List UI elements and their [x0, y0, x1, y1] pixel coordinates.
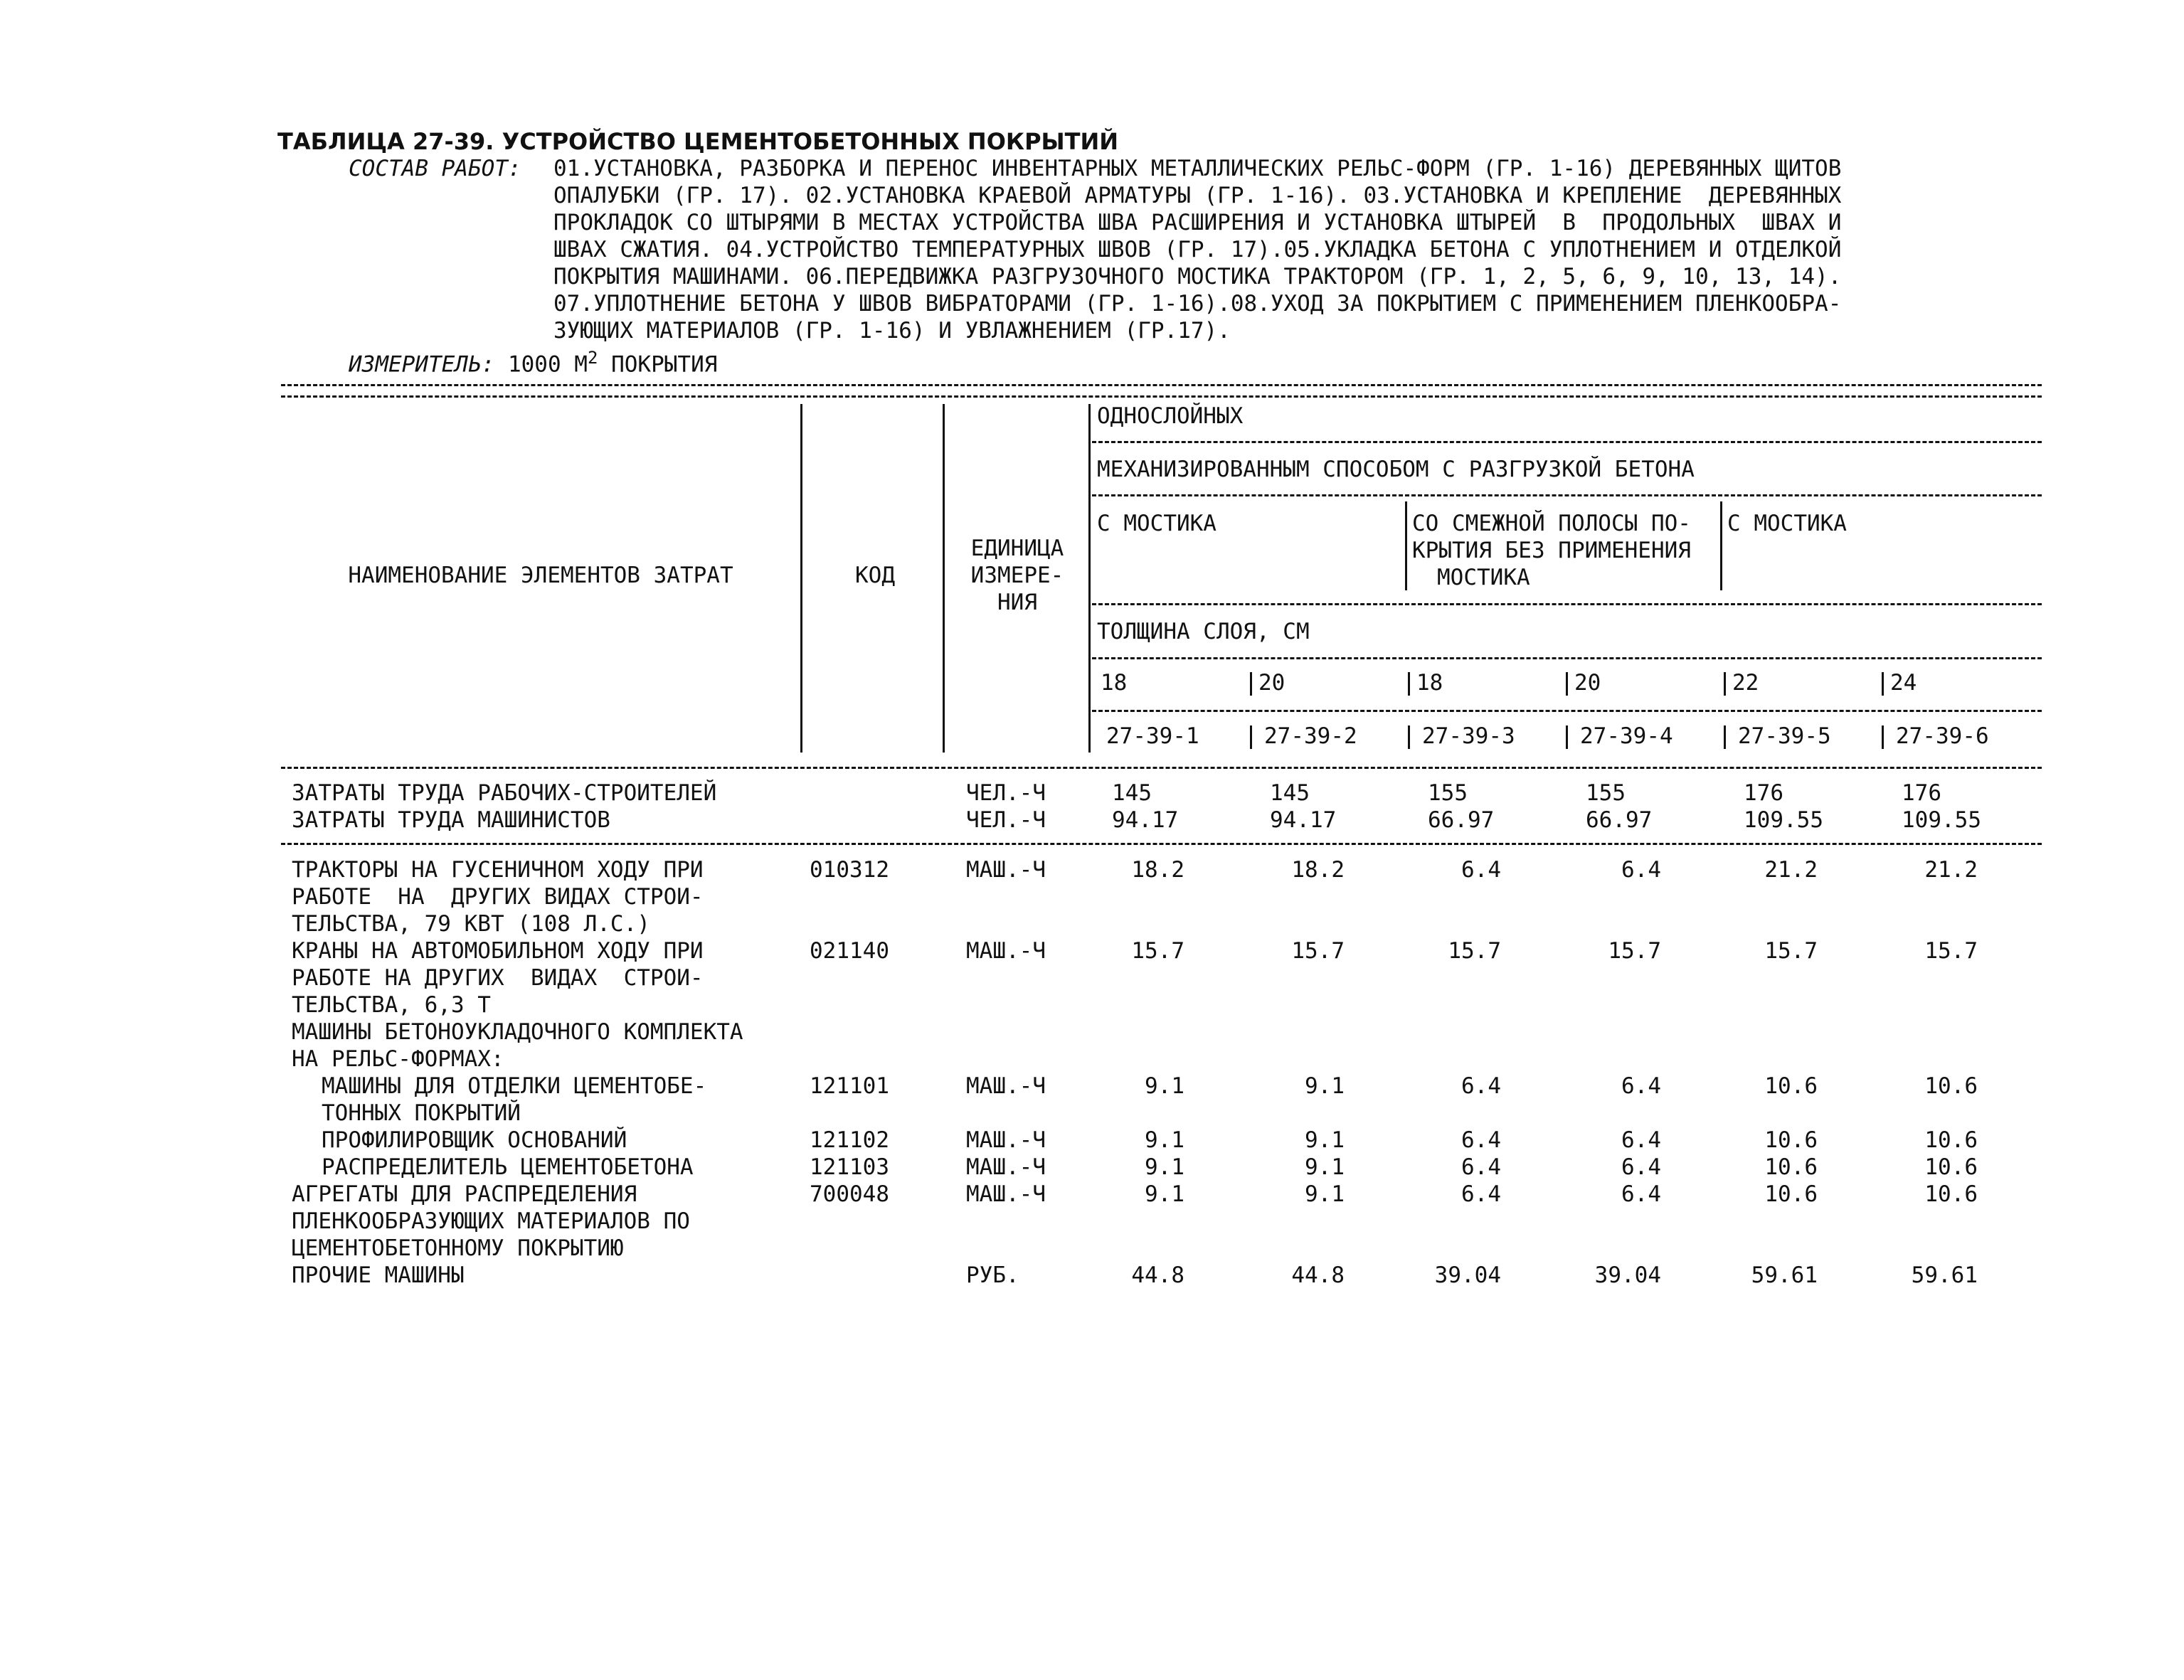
header-unit: ИЗМЕРЕ- — [970, 563, 1064, 588]
header-rule-2 — [1092, 494, 2042, 496]
machine-row-unit: МАШ.-Ч — [966, 1181, 1046, 1207]
machine-row-unit: МАШ.-Ч — [966, 1154, 1046, 1180]
cell-value: 9.1 — [1145, 1154, 1184, 1180]
cell-value: 6.4 — [1461, 1073, 1501, 1099]
work-label: СОСТАВ РАБОТ: — [349, 156, 521, 181]
thickness-divider — [1408, 672, 1410, 696]
header-adjacent: МОСТИКА — [1437, 565, 1530, 590]
cell-value: 94.17 — [1112, 807, 1179, 833]
meter-unit: ПОКРЫТИЯ — [598, 351, 718, 378]
labor-row-unit: ЧЕЛ.-Ч — [966, 807, 1046, 833]
cell-value: 21.2 — [1764, 857, 1818, 883]
cell-value: 10.6 — [1924, 1181, 1978, 1207]
machine-row-name: РАСПРЕДЕЛИТЕЛЬ ЦЕМЕНТОБЕТОНА — [322, 1154, 694, 1180]
thickness-value: 22 — [1732, 670, 1759, 696]
machine-row-name: ПРОФИЛИРОВЩИК ОСНОВАНИЙ — [322, 1127, 627, 1153]
cell-value: 9.1 — [1145, 1127, 1184, 1153]
header-rule-3 — [1092, 603, 2042, 605]
work-line: ПОКРЫТИЯ МАШИНАМИ. 06.ПЕРЕДВИЖКА РАЗГРУЗОЧНОГО МОСТИКА ТРАКТОРОМ (ГР. 1, 2, 5, 6, 9, 10, 13, 14). — [553, 264, 1842, 289]
labor-row-unit: ЧЕЛ.-Ч — [966, 780, 1046, 806]
col-divider-code — [800, 404, 802, 753]
col-divider-adjacent-left — [1405, 501, 1407, 590]
col-divider-adjacent-right — [1720, 501, 1722, 590]
cell-value: 176 — [1902, 780, 1941, 806]
header-single-layer: ОДНОСЛОЙНЫХ — [1097, 403, 1244, 429]
thickness-divider — [1724, 672, 1726, 696]
machine-row-unit: МАШ.-Ч — [966, 938, 1046, 964]
machine-row-name: ТОННЫХ ПОКРЫТИЙ — [322, 1100, 521, 1126]
cell-value: 109.55 — [1744, 807, 1823, 833]
machine-row-code: 700048 — [810, 1181, 889, 1207]
thickness-value: 18 — [1416, 670, 1443, 696]
cell-value: 145 — [1112, 780, 1152, 806]
cell-value: 59.61 — [1911, 1262, 1978, 1288]
cell-value: 10.6 — [1924, 1154, 1978, 1180]
header-unit: ЕДИНИЦА — [970, 536, 1064, 561]
norm-code: 27-39-2 — [1264, 723, 1357, 749]
machine-row-unit: РУБ. — [966, 1262, 1019, 1288]
machine-row-code: 010312 — [810, 857, 889, 883]
header-rule-4 — [1092, 657, 2042, 659]
cell-value: 9.1 — [1305, 1181, 1345, 1207]
work-line: 01.УСТАНОВКА, РАЗБОРКА И ПЕРЕНОС ИНВЕНТАРНЫХ МЕТАЛЛИЧЕСКИХ РЕЛЬС-ФОРМ (ГР. 1-16) ДЕРЕВЯННЫХ ЩИТОВ — [553, 156, 1842, 181]
header-thickness: ТОЛЩИНА СЛОЯ, СМ — [1097, 619, 1310, 644]
thickness-divider — [1566, 672, 1568, 696]
table-title: ТАБЛИЦА 27-39. УСТРОЙСТВО ЦЕМЕНТОБЕТОННЫХ ПОКРЫТИЙ — [277, 128, 1119, 155]
cell-value: 59.61 — [1751, 1262, 1818, 1288]
cell-value: 39.04 — [1594, 1262, 1661, 1288]
cell-value: 39.04 — [1434, 1262, 1501, 1288]
cell-value: 6.4 — [1621, 1073, 1661, 1099]
header-from-bridge: С МОСТИКА — [1727, 511, 1847, 536]
cell-value: 15.7 — [1291, 938, 1345, 964]
machine-row-code: 121103 — [810, 1154, 889, 1180]
cell-value: 15.7 — [1131, 938, 1184, 964]
machine-row-name: ПРОЧИЕ МАШИНЫ — [292, 1262, 465, 1288]
header-code: КОД — [855, 563, 895, 588]
norm-code: 27-39-6 — [1896, 723, 1989, 749]
labor-row-name: ЗАТРАТЫ ТРУДА РАБОЧИХ-СТРОИТЕЛЕЙ — [292, 780, 717, 806]
norm-code: 27-39-1 — [1106, 723, 1199, 749]
machine-row-unit: МАШ.-Ч — [966, 1073, 1046, 1099]
meter-superscript: 2 — [587, 348, 598, 368]
thickness-divider — [1250, 672, 1252, 696]
cell-value: 44.8 — [1291, 1262, 1345, 1288]
machine-row-name: РАБОТЕ НА ДРУГИХ ВИДАХ СТРОИ- — [292, 884, 704, 910]
code-divider — [1566, 725, 1568, 749]
cell-value: 66.97 — [1428, 807, 1495, 833]
cell-value: 21.2 — [1924, 857, 1978, 883]
header-mechanized: МЕХАНИЗИРОВАННЫМ СПОСОБОМ С РАЗГРУЗКОЙ БЕТОНА — [1097, 457, 1695, 482]
work-line: ОПАЛУБКИ (ГР. 17). 02.УСТАНОВКА КРАЕВОЙ АРМАТУРЫ (ГР. 1-16). 03.УСТАНОВКА И КРЕПЛЕНИЕ ДЕРЕВЯННЫХ — [553, 183, 1842, 208]
header-bottom-rule — [281, 767, 2042, 769]
machine-row-name: ТЕЛЬСТВА, 6,3 Т — [292, 992, 491, 1018]
code-divider — [1408, 725, 1410, 749]
norm-code: 27-39-5 — [1738, 723, 1831, 749]
code-divider — [1882, 725, 1884, 749]
machine-row-name: ЦЕМЕНТОБЕТОННОМУ ПОКРЫТИЮ — [292, 1235, 624, 1261]
cell-value: 155 — [1428, 780, 1468, 806]
cell-value: 6.4 — [1461, 1154, 1501, 1180]
machine-row-name: ТЕЛЬСТВА, 79 КВТ (108 Л.С.) — [292, 911, 650, 937]
cell-value: 9.1 — [1145, 1073, 1184, 1099]
cell-value: 6.4 — [1621, 1127, 1661, 1153]
machine-row-name: АГРЕГАТЫ ДЛЯ РАСПРЕДЕЛЕНИЯ — [292, 1181, 637, 1207]
thickness-divider — [1882, 672, 1884, 696]
meter-label: ИЗМЕРИТЕЛЬ: — [349, 351, 495, 378]
cell-value: 109.55 — [1902, 807, 1981, 833]
cell-value: 9.1 — [1305, 1073, 1345, 1099]
cell-value: 66.97 — [1586, 807, 1653, 833]
cell-value: 6.4 — [1621, 1154, 1661, 1180]
table-top-rule-2 — [281, 395, 2042, 398]
cell-value: 10.6 — [1764, 1154, 1818, 1180]
table-top-rule — [281, 384, 2042, 386]
cell-value: 6.4 — [1621, 1181, 1661, 1207]
cell-value: 94.17 — [1270, 807, 1337, 833]
work-line: ЗУЮЩИХ МАТЕРИАЛОВ (ГР. 1-16) И УВЛАЖНЕНИЕМ (ГР.17). — [553, 318, 1231, 344]
cell-value: 10.6 — [1764, 1181, 1818, 1207]
header-unit: НИЯ — [997, 590, 1037, 615]
col-divider-values — [1088, 404, 1091, 753]
cell-value: 145 — [1270, 780, 1310, 806]
labor-bottom-rule — [281, 843, 2042, 845]
thickness-value: 20 — [1258, 670, 1286, 696]
machine-row-name: НА РЕЛЬС-ФОРМАХ: — [292, 1046, 504, 1072]
header-rule-1 — [1092, 441, 2042, 443]
cell-value: 18.2 — [1131, 857, 1184, 883]
machine-row-name: КРАНЫ НА АВТОМОБИЛЬНОМ ХОДУ ПРИ — [292, 938, 704, 964]
cell-value: 9.1 — [1305, 1154, 1345, 1180]
cell-value: 15.7 — [1448, 938, 1501, 964]
work-line: 07.УПЛОТНЕНИЕ БЕТОНА У ШВОВ ВИБРАТОРАМИ (ГР. 1-16).08.УХОД ЗА ПОКРЫТИЕМ С ПРИМЕНЕНИЕМ ПЛЕНКООБРА- — [553, 291, 1842, 317]
machine-row-code: 121102 — [810, 1127, 889, 1153]
machine-row-code: 021140 — [810, 938, 889, 964]
code-divider — [1250, 725, 1252, 749]
cell-value: 155 — [1586, 780, 1626, 806]
meter-value: 1000 М — [494, 351, 588, 378]
thickness-value: 20 — [1574, 670, 1601, 696]
machine-row-name: ТРАКТОРЫ НА ГУСЕНИЧНОМ ХОДУ ПРИ — [292, 857, 704, 883]
cell-value: 6.4 — [1621, 857, 1661, 883]
labor-row-name: ЗАТРАТЫ ТРУДА МАШИНИСТОВ — [292, 807, 610, 833]
norm-code: 27-39-3 — [1422, 723, 1515, 749]
machine-row-code: 121101 — [810, 1073, 889, 1099]
header-from-bridge: С МОСТИКА — [1097, 511, 1216, 536]
cell-value: 10.6 — [1924, 1127, 1978, 1153]
code-divider — [1724, 725, 1726, 749]
thickness-value: 18 — [1101, 670, 1128, 696]
cell-value: 10.6 — [1924, 1073, 1978, 1099]
cell-value: 15.7 — [1608, 938, 1661, 964]
machine-row-name: ПЛЕНКООБРАЗУЮЩИХ МАТЕРИАЛОВ ПО — [292, 1208, 690, 1234]
header-adjacent: КРЫТИЯ БЕЗ ПРИМЕНЕНИЯ — [1412, 538, 1691, 563]
cell-value: 15.7 — [1924, 938, 1978, 964]
cell-value: 18.2 — [1291, 857, 1345, 883]
thickness-value: 24 — [1890, 670, 1917, 696]
work-line: ШВАХ СЖАТИЯ. 04.УСТРОЙСТВО ТЕМПЕРАТУРНЫХ ШВОВ (ГР. 17).05.УКЛАДКА БЕТОНА С УПЛОТНЕНИЕМ И ОТДЕЛКОЙ — [553, 237, 1842, 262]
cell-value: 10.6 — [1764, 1127, 1818, 1153]
machine-row-unit: МАШ.-Ч — [966, 1127, 1046, 1153]
cell-value: 10.6 — [1764, 1073, 1818, 1099]
col-divider-unit — [943, 404, 945, 753]
machine-row-unit: МАШ.-Ч — [966, 857, 1046, 883]
cell-value: 9.1 — [1145, 1181, 1184, 1207]
machine-row-name: МАШИНЫ ДЛЯ ОТДЕЛКИ ЦЕМЕНТОБЕ- — [322, 1073, 707, 1099]
cell-value: 44.8 — [1131, 1262, 1184, 1288]
header-rule-5 — [1092, 710, 2042, 712]
machine-row-name: РАБОТЕ НА ДРУГИХ ВИДАХ СТРОИ- — [292, 965, 704, 991]
header-name: НАИМЕНОВАНИЕ ЭЛЕМЕНТОВ ЗАТРАТ — [348, 563, 733, 588]
work-line: ПРОКЛАДОК СО ШТЫРЯМИ В МЕСТАХ УСТРОЙСТВА ШВА РАСШИРЕНИЯ И УСТАНОВКА ШТЫРЕЙ В ПРОДОЛЬНЫХ ШВАХ И — [553, 210, 1842, 235]
cell-value: 6.4 — [1461, 1181, 1501, 1207]
meter-line — [349, 344, 717, 378]
header-adjacent: СО СМЕЖНОЙ ПОЛОСЫ ПО- — [1412, 511, 1691, 536]
norm-code: 27-39-4 — [1580, 723, 1673, 749]
cell-value: 176 — [1744, 780, 1783, 806]
cell-value: 6.4 — [1461, 857, 1501, 883]
cell-value: 6.4 — [1461, 1127, 1501, 1153]
cell-value: 9.1 — [1305, 1127, 1345, 1153]
machine-row-name: МАШИНЫ БЕТОНОУКЛАДОЧНОГО КОМПЛЕКТА — [292, 1019, 743, 1045]
cell-value: 15.7 — [1764, 938, 1818, 964]
